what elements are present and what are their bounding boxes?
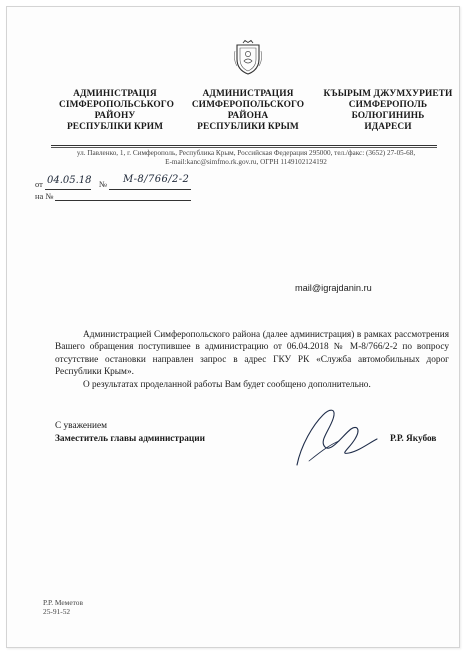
body-paragraph: О результатах проделанной работы Вам будет сообщено дополнительно. (83, 379, 371, 390)
closing-regards: С уважением (55, 421, 107, 431)
letterhead-line: СИМФЕРОПОЛЬСКОГО (191, 100, 305, 110)
executor-phone: 25-91-52 (43, 607, 71, 617)
letterhead-line: АДМИНИСТРАЦИЯ (202, 89, 294, 99)
letterhead-line: РЕСПУБЛИКИ КРЫМ (197, 122, 299, 132)
letterhead-line: БОЛЮГИНИНЬ (351, 111, 425, 121)
letterhead-line: ИДАРЕСИ (364, 122, 412, 132)
letterhead-line: РЕСПУБЛІКИ КРИМ (66, 122, 164, 132)
letterhead-ukrainian (59, 89, 175, 133)
recipient-email: mail@igrajdanin.ru (295, 283, 372, 293)
reference-label: на № (35, 191, 54, 201)
signatory-position: Заместитель главы администрации (55, 434, 205, 444)
letterhead-crimean-tatar (323, 89, 453, 133)
letterhead-divider (51, 145, 437, 146)
number-label: № (99, 179, 108, 189)
letterhead-line: РАЙОНУ (94, 111, 136, 121)
letterhead-line: СИМФЕРОПОЛЬ (348, 100, 428, 110)
letterhead-line: СІМФЕРОПОЛЬСЬКОГО (59, 100, 175, 110)
letterhead-address (51, 149, 441, 166)
letter-body (55, 329, 449, 391)
handwritten-signature (279, 395, 389, 475)
handwritten-date: 04.05.18 (47, 175, 92, 186)
handwritten-number: М-8/766/2-2 (123, 174, 190, 185)
address-line: ул. Павленко, 1, г. Симферополь, Республика Крым, Российская Федерация 295000, тел./факс: (3652) 27-05-68, (76, 149, 416, 157)
date-underline (45, 189, 91, 190)
letterhead-line: АДМИНІСТРАЦІЯ (73, 89, 157, 99)
letterhead-russian (183, 89, 313, 133)
number-underline (109, 189, 191, 190)
date-label: от (35, 179, 43, 189)
letterhead-divider-thin (51, 147, 437, 148)
reference-underline (55, 200, 191, 201)
address-line: E-mail:kanc@simfmo.rk.gov.ru, ОГРН 1149102124192 (165, 157, 327, 166)
body-paragraph: Администрацией Симферопольского района (далее администрация) в рамках рассмотрения Вашего обращения поступившее в администрацию от 06.04.2018 № М-8/766/2-2 по вопросу отсутствие остановки направлен запрос в адрес ГКУ РК «Служба автомобильных дорог Республики Крым». (55, 330, 449, 378)
coat-of-arms-emblem (233, 39, 263, 75)
document-page (6, 6, 460, 648)
letterhead-line: КЪЫРЫМ ДЖУМХУРИЕТИ (323, 89, 453, 99)
signatory-name: Р.Р. Якубов (390, 434, 437, 444)
executor-block (43, 598, 83, 616)
letterhead-line: РАЙОНА (227, 111, 269, 121)
executor-name: Р.Р. Меметов (43, 598, 83, 607)
